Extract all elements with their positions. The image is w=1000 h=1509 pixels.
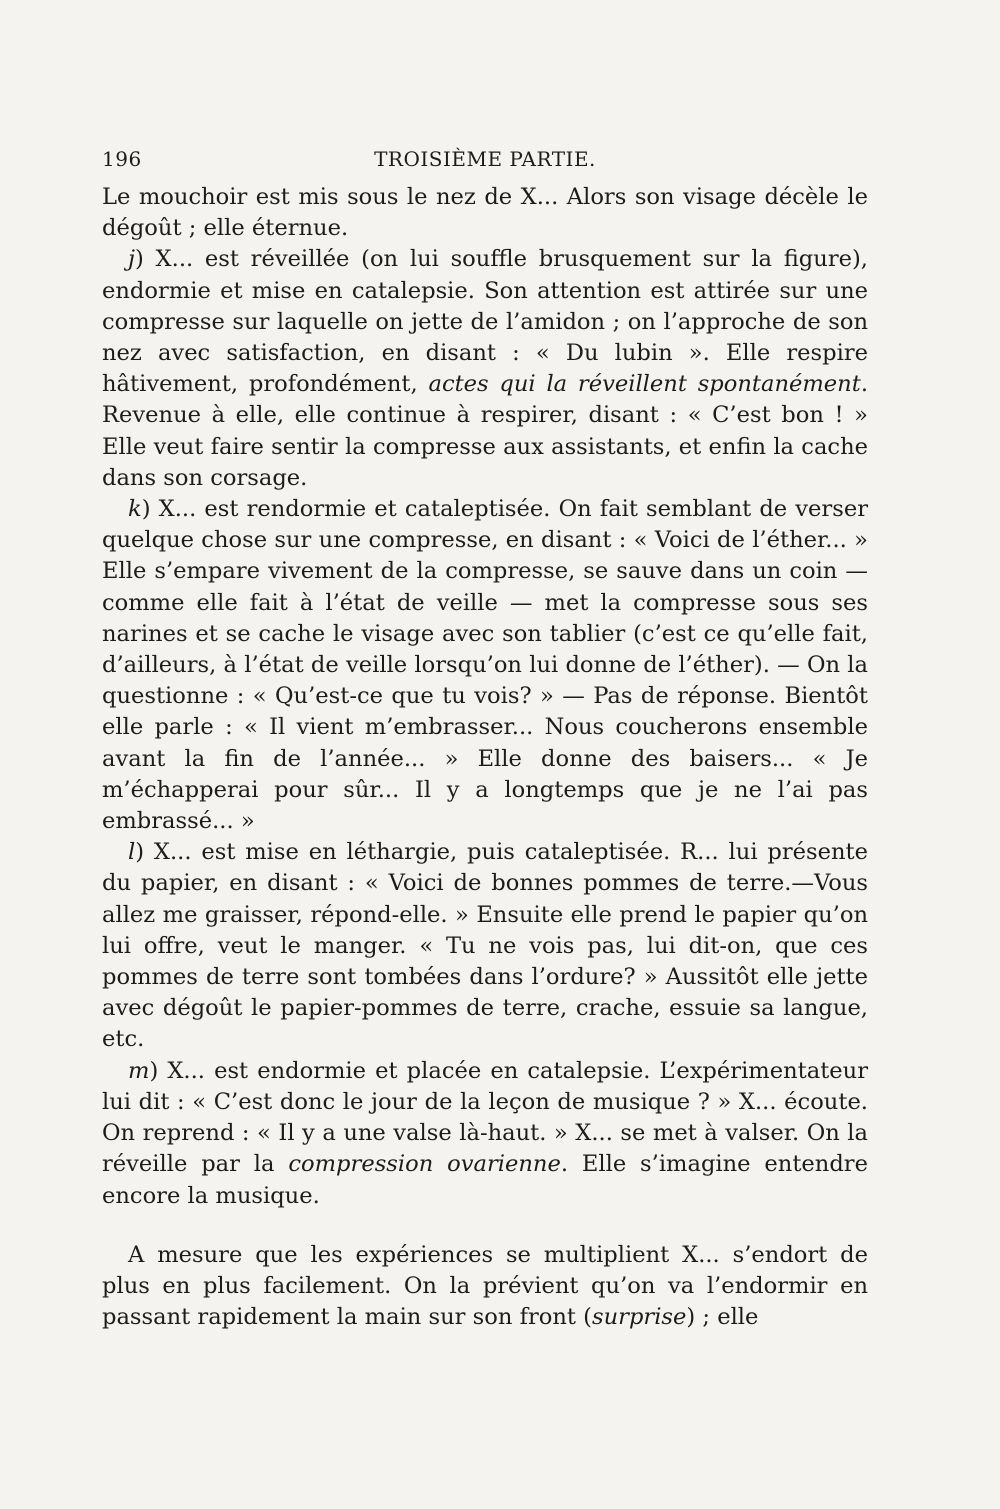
italic-text: k bbox=[128, 496, 142, 523]
text-run: ) X... est rendormie et cataleptisée. On fait semblant de verser quelque chose sur une compresse, en disant : « Voici de l’éther... » Elle s’empare vivement de la compresse, se sauve dans un coin — comme elle fait à l’état de veille — met la compresse sous ses narines et se cache le visage avec son tablier (c’est ce qu’elle fait, d’ailleurs, à l’état de veille lorsqu’on lui donne de l’éther). — On la questionne : « Qu’est-ce que tu vois? » — Pas de réponse. Bientôt elle parle : « Il vient m’embrasser... Nous coucherons ensemble avant la fin de l’année... » Elle donne des baisers... « Je m’échapperai pour sûr... Il y a longtemps que je ne l’ai pas embrassé... » bbox=[102, 496, 868, 835]
text-run: Le mouchoir est mis sous le nez de X... Alors son visage décèle le dégoût ; elle éternue. bbox=[102, 184, 868, 242]
body-text bbox=[102, 182, 868, 1333]
text-run: . Elle s’imagine entendre encore la musique. bbox=[102, 1151, 868, 1209]
text-run: ) X... est endormie et placée en catalepsie. L’expérimentateur lui dit : « C’est donc le jour de la leçon de musique ? » X... écoute. On reprend : « Il y a une valse là-haut. » X... se met à valser. On la réveille par la bbox=[102, 1057, 868, 1178]
text-run: A mesure que les expériences se multiplient X... s’endort de plus en plus facilement. On la prévient qu’on va l’endormir en passant rapidement la main sur son front ( bbox=[102, 1241, 868, 1331]
paragraph-l bbox=[102, 837, 868, 1055]
paragraph-m bbox=[102, 1056, 868, 1212]
page-number: 196 bbox=[102, 147, 142, 171]
paragraph-cont bbox=[102, 182, 868, 244]
italic-text: l bbox=[128, 839, 136, 866]
italic-text: j bbox=[128, 246, 136, 273]
paragraph-k bbox=[102, 494, 868, 837]
text-run: ) X... est réveillée (on lui souffle brusquement sur la figure), endormie et mise en catalepsie. Son attention est attirée sur une compresse sur laquelle on jette de l’amidon ; on l’approche de son nez avec satisfaction, en disant : « Du lubin ». Elle respire hâtivement, profondément, bbox=[102, 246, 868, 398]
text-run: . Revenue à elle, elle continue à respirer, disant : « C’est bon ! » Elle veut faire sentir la compresse aux assistants, et enfin la cache dans son corsage. bbox=[102, 371, 868, 491]
paragraph-j bbox=[102, 244, 868, 494]
text-run: ) ; elle bbox=[686, 1304, 759, 1331]
italic-text: compression ovarienne bbox=[288, 1151, 561, 1178]
italic-text: m bbox=[128, 1057, 150, 1084]
book-page bbox=[102, 142, 868, 1333]
text-run: ) X... est mise en léthargie, puis cataleptisée. R... lui présente du papier, en disant : « Voici de bonnes pommes de terre.—Vous allez me graisser, répond-elle. » Ensuite elle prend le papier qu’on lui offre, veut le manger. « Tu ne vois pas, lui dit-on, que ces pommes de terre sont tombées dans l’ordure? » Aussitôt elle jette avec dégoût le papier-pommes de terre, crache, essuie sa langue, etc. bbox=[102, 839, 868, 1053]
italic-text: actes qui la réveillent spontanément bbox=[428, 371, 861, 398]
running-title: TROISIÈME PARTIE. bbox=[374, 147, 596, 171]
paragraph-final bbox=[102, 1240, 868, 1334]
italic-text: surprise bbox=[592, 1304, 687, 1331]
running-head bbox=[102, 142, 868, 176]
